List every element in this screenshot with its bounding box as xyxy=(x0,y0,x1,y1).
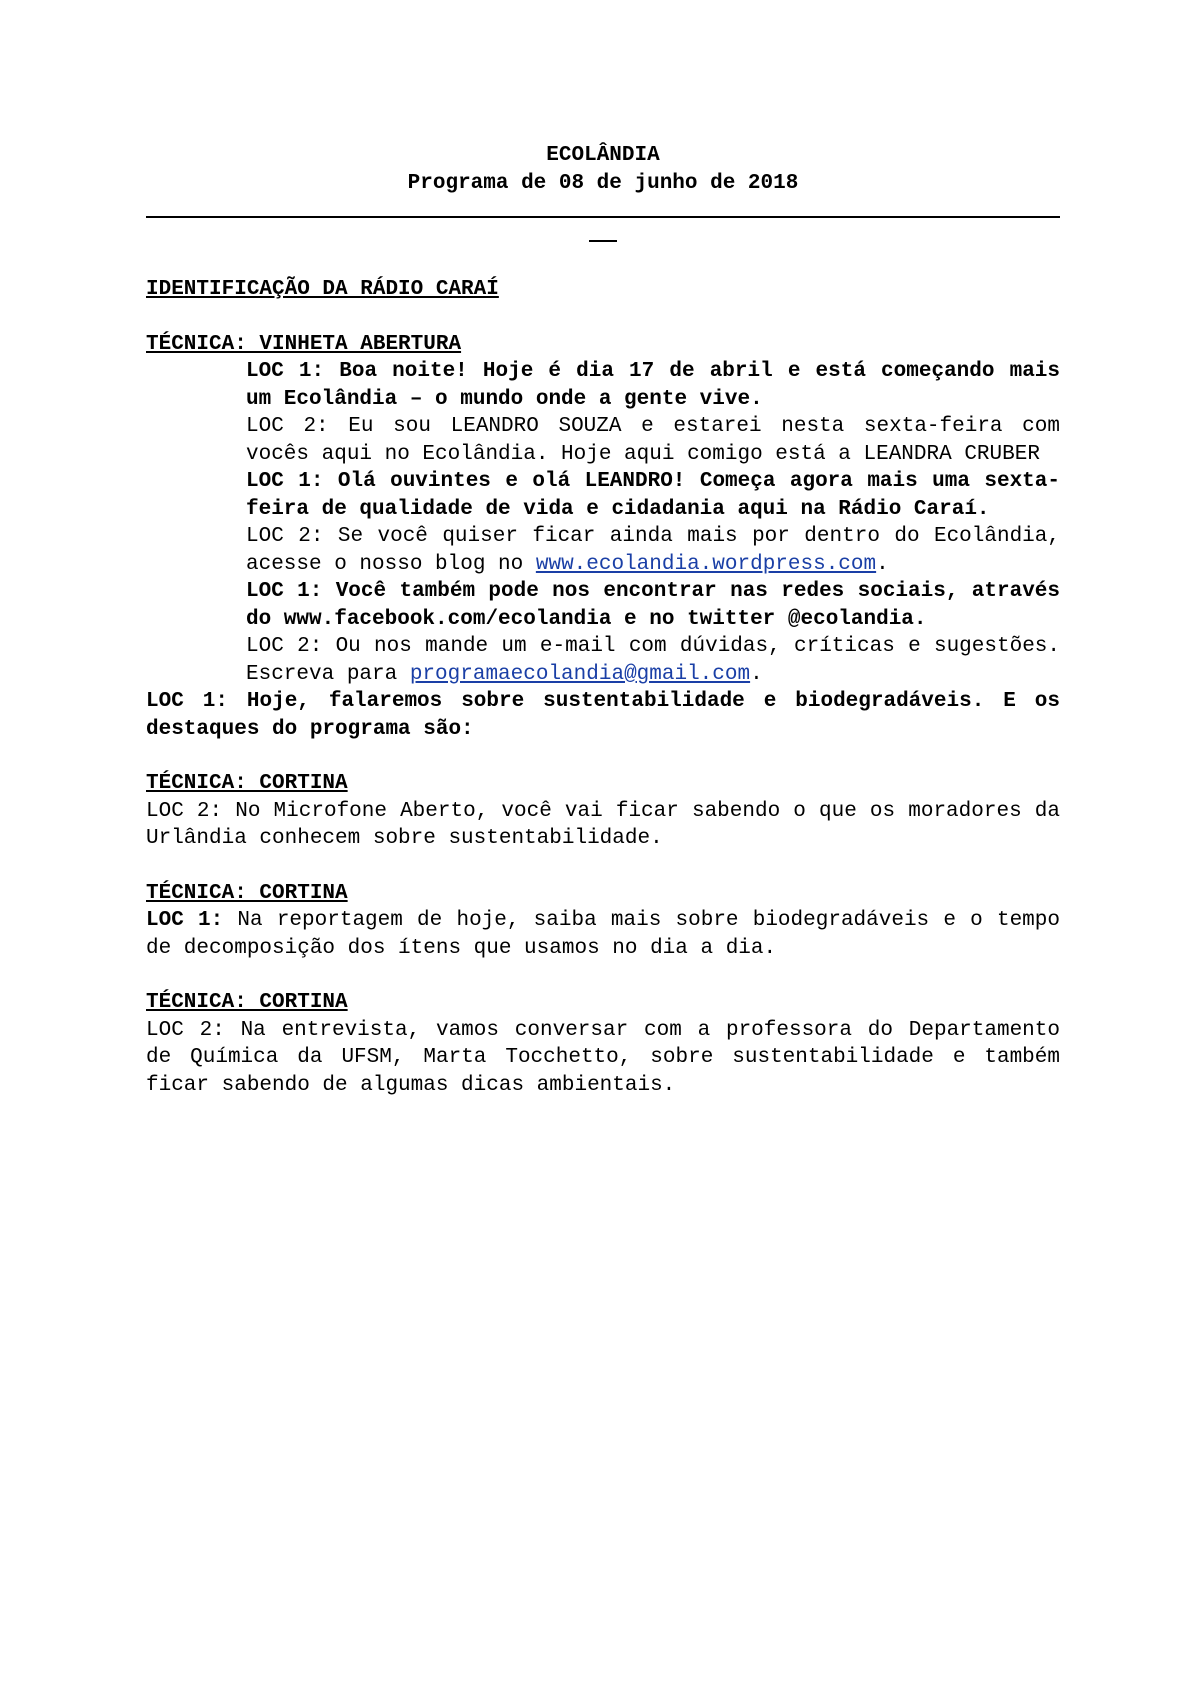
horizontal-rule-tail xyxy=(589,240,617,242)
loc2-email-paragraph xyxy=(246,633,1060,688)
loc2-email-end: . xyxy=(750,662,763,686)
radio-identification-heading: IDENTIFICAÇÃO DA RÁDIO CARAÍ xyxy=(146,278,499,301)
document-body xyxy=(146,142,1060,1099)
loc2-email-text: LOC 2: Ou nos mande um e-mail com dúvidas, críticas e sugestões. Escreva para xyxy=(246,635,1060,686)
loc2-interview-paragraph: LOC 2: Na entrevista, vamos conversar com a professora do Departamento de Química da UFSM, Marta Tocchetto, sobre sustentabilidade e também ficar sabendo de algumas dicas ambientais. xyxy=(146,1018,1060,1097)
loc2-intro-paragraph: LOC 2: Eu sou LEANDRO SOUZA e estarei nesta sexta-feira com vocês aqui no Ecolândia. Hoje aqui comigo está a LEANDRA CRUBER xyxy=(246,415,1060,466)
blog-link[interactable]: www.ecolandia.wordpress.com xyxy=(535,552,877,576)
loc2-blog-text: LOC 2: Se você quiser ficar ainda mais por dentro do Ecolândia, acesse o nosso blog no xyxy=(246,525,1060,576)
technical-cortina-heading-3: TÉCNICA: CORTINA xyxy=(146,991,348,1014)
loc1-report-paragraph xyxy=(146,907,1060,962)
document-title: ECOLÂNDIA xyxy=(546,144,660,167)
loc2-microphone-paragraph: LOC 2: No Microfone Aberto, você vai ficar sabendo o que os moradores da Urlândia conhecem sobre sustentabilidade. xyxy=(146,799,1060,850)
loc1-greeting-paragraph: LOC 1: Boa noite! Hoje é dia 17 de abril e está começando mais um Ecolândia – o mundo onde a gente vive. xyxy=(246,360,1060,411)
document-subtitle: Programa de 08 de junho de 2018 xyxy=(407,171,799,195)
horizontal-rule xyxy=(146,216,1060,218)
loc2-blog-paragraph xyxy=(246,523,1060,578)
loc1-topics-paragraph: LOC 1: Hoje, falaremos sobre sustentabilidade e biodegradáveis. E os destaques do programa são: xyxy=(146,690,1060,741)
loc1-report-text: Na reportagem de hoje, saiba mais sobre biodegradáveis e o tempo de decomposição dos ítens que usamos no dia a dia. xyxy=(146,909,1060,960)
technical-vinheta-heading: TÉCNICA: VINHETA ABERTURA xyxy=(146,332,462,356)
loc1-report-label: LOC 1: xyxy=(146,909,224,932)
loc1-welcome-paragraph: LOC 1: Olá ouvintes e olá LEANDRO! Começa agora mais uma sexta-feira de qualidade de vida e cidadania aqui na Rádio Caraí. xyxy=(246,470,1060,521)
email-link[interactable]: programaecolandia@gmail.com xyxy=(409,662,751,686)
technical-cortina-heading-2: TÉCNICA: CORTINA xyxy=(146,881,348,905)
loc1-social-paragraph: LOC 1: Você também pode nos encontrar nas redes sociais, através do www.facebook.com/ecolandia e no twitter @ecolandia. xyxy=(246,580,1060,631)
technical-cortina-heading-1: TÉCNICA: CORTINA xyxy=(146,772,348,795)
loc2-blog-end: . xyxy=(876,552,889,576)
